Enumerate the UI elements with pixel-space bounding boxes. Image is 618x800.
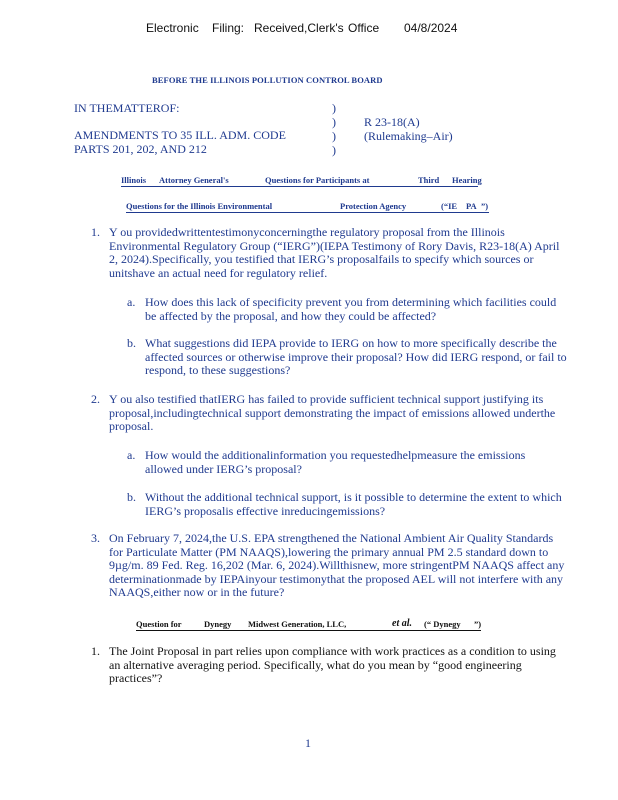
caption-paren: ) bbox=[332, 143, 336, 157]
sub-question-item bbox=[127, 337, 572, 381]
heading-underline bbox=[126, 212, 489, 213]
sub-question-text: How does this lack of specificity prevent you from determining which facilities could be affected by the proposal, and how they could be affected? bbox=[145, 295, 557, 323]
heading-underline bbox=[136, 630, 481, 631]
heading-word: ”) bbox=[481, 201, 489, 211]
question-number: 3. bbox=[91, 531, 100, 545]
board-title: BEFORE THE ILLINOIS POLLUTION CONTROL BOARD bbox=[152, 75, 383, 85]
question-text: Y ou providedwrittentestimonyconcerningthe regulatory proposal from the Illinois Environmental Regulatory Group (“IERG”)(IEPA Testimony of Rory Davis, R23-18(A) April 2, 2024).Specifically, you testified that IERG’s proposalfails to specify which sources or unitshave an actual need for regulatory relief. bbox=[109, 225, 560, 280]
heading-word: Attorney General's bbox=[159, 175, 229, 185]
page-number: 1 bbox=[305, 736, 311, 750]
question-text: The Joint Proposal in part relies upon compliance with work practices as a condition to using an alternative averaging period. Specifically, what do you mean by “good engineering practices”? bbox=[109, 644, 556, 685]
rulemaking-type: (Rulemaking–Air) bbox=[364, 129, 453, 143]
heading-word: (“ Dynegy bbox=[424, 619, 461, 629]
question-item bbox=[91, 393, 571, 437]
sub-question-letter: b. bbox=[127, 336, 136, 350]
heading-word: Protection Agency bbox=[340, 201, 407, 211]
heading-word: Hearing bbox=[452, 175, 482, 185]
heading-word: et al. bbox=[392, 618, 412, 629]
filing-date: 04/8/2024 bbox=[404, 21, 458, 35]
heading-word: (“IE bbox=[441, 201, 458, 211]
sub-question-letter: b. bbox=[127, 490, 136, 504]
question-item bbox=[91, 532, 571, 604]
filing-label: Filing: bbox=[212, 21, 245, 35]
sub-question-letter: a. bbox=[127, 448, 136, 462]
filing-office: Office bbox=[348, 21, 380, 35]
sub-question-text: What suggestions did IEPA provide to IERG on how to more specifically describe the affected sources or otherwise improve their proposal? How did IERG respond, or fail to respond, to these suggestions? bbox=[145, 336, 567, 377]
amendments-line: AMENDMENTS TO 35 ILL. ADM. CODE bbox=[74, 128, 286, 142]
question-item bbox=[91, 226, 571, 284]
heading-word: Third bbox=[418, 175, 440, 185]
question-number: 2. bbox=[91, 392, 100, 406]
heading-word: Illinois bbox=[121, 175, 147, 185]
question-number: 1. bbox=[91, 644, 100, 658]
question-text: On February 7, 2024,the U.S. EPA strengthened the National Ambient Air Quality Standards for Particulate Matter (PM NAAQS),lowering the primary annual PM 2.5 standard down to 9µg/m. 89 Fed. Reg. 16,202 (Mar. 6, 2024).Willthisnew, more stringentPM NAAQS affect any determinationmade by IEPAinyour testimonythat the proposed AEL will not interfere with any NAAQS,either now or in the future? bbox=[109, 531, 565, 599]
heading-word: ”) bbox=[474, 619, 482, 629]
sub-question-text: Without the additional technical support, is it possible to determine the extent to which IERG’s proposalis effective inreducingemissions? bbox=[145, 490, 562, 518]
heading-word: Question for bbox=[136, 619, 182, 629]
heading-word: PA bbox=[466, 201, 477, 211]
filing-electronic: Electronic bbox=[146, 21, 199, 35]
heading-word: Questions for the Illinois Environmental bbox=[126, 201, 273, 211]
sub-question-letter: a. bbox=[127, 295, 136, 309]
question-text: Y ou also testified thatIERG has failed to provide sufficient technical support justifying its proposal,includingtechnical support demonstrating the impact of emissions allowed underthe proposal. bbox=[109, 392, 556, 433]
docket-number: R 23-18(A) bbox=[364, 115, 420, 129]
sub-question-item bbox=[127, 491, 567, 521]
heading-word: Midwest Generation, LLC, bbox=[248, 619, 347, 629]
heading-word: Questions for Participants at bbox=[265, 175, 370, 185]
question-item bbox=[91, 645, 571, 689]
heading-underline bbox=[121, 186, 478, 187]
caption-paren: ) bbox=[332, 101, 336, 115]
caption-paren: ) bbox=[332, 115, 336, 129]
in-the-matter-of: IN THEMATTEROF: bbox=[74, 101, 180, 115]
sub-question-text: How would the additionalinformation you requestedhelpmeasure the emissions allowed under IERG’s proposal? bbox=[145, 448, 526, 476]
sub-question-item bbox=[127, 296, 567, 326]
question-number: 1. bbox=[91, 225, 100, 239]
parts-line: PARTS 201, 202, AND 212 bbox=[74, 142, 207, 156]
heading-word: Dynegy bbox=[204, 619, 232, 629]
sub-question-item bbox=[127, 449, 567, 479]
filing-received: Received,Clerk's bbox=[254, 21, 344, 35]
caption-paren: ) bbox=[332, 129, 336, 143]
